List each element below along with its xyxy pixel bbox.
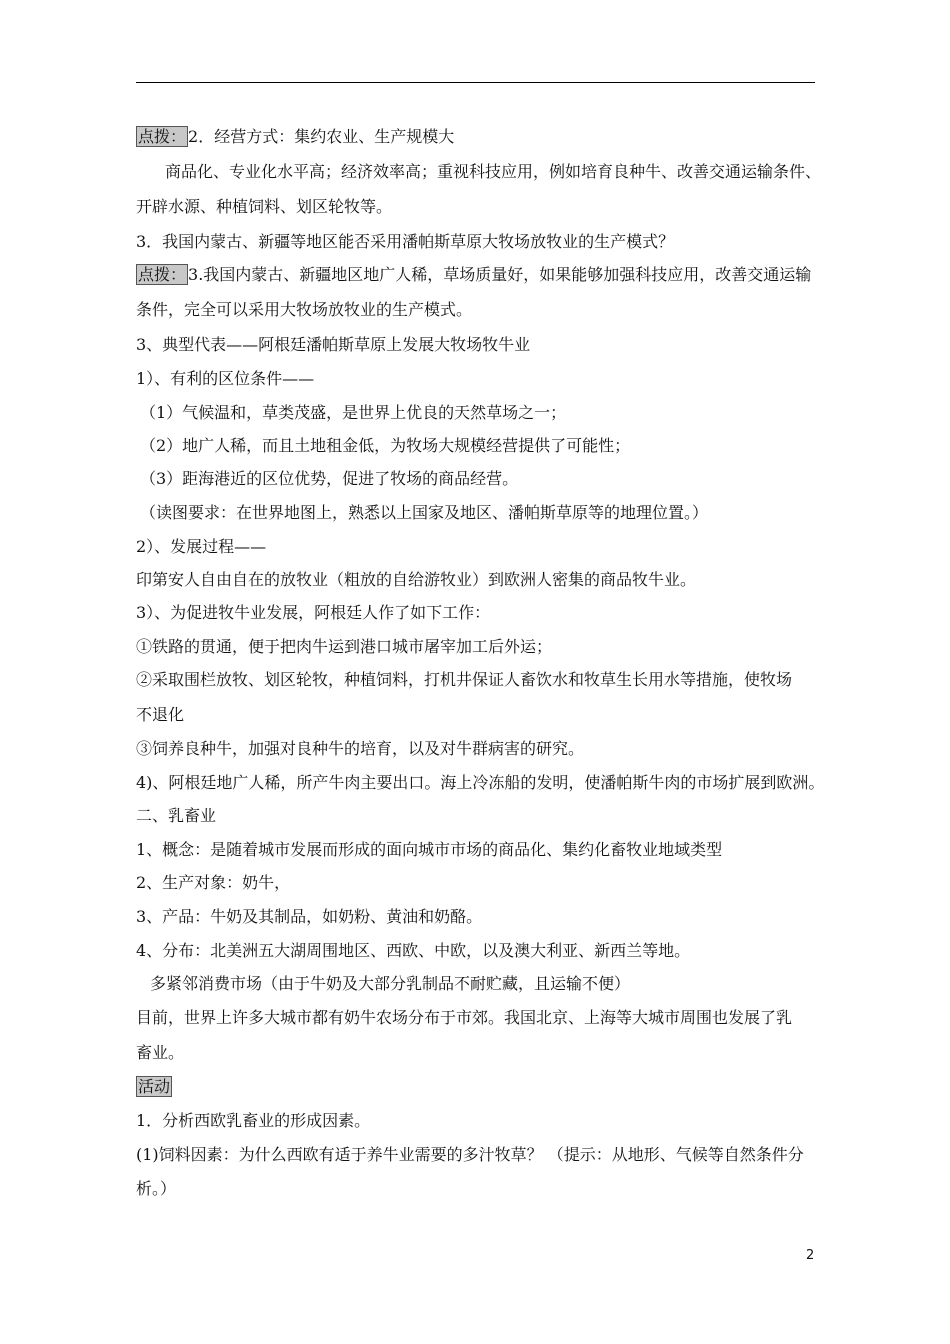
header-rule xyxy=(136,82,815,83)
text-line: （3）距海港近的区位优势，促进了牧场的商品经营。 xyxy=(140,469,519,488)
text-line: 3、典型代表——阿根廷潘帕斯草原上发展大牧场牧牛业 xyxy=(136,335,531,354)
text-line: 1）、有利的区位条件—— xyxy=(136,369,315,388)
text-line: 多紧邻消费市场（由于牛奶及大部分乳制品不耐贮藏，且运输不便） xyxy=(150,974,631,993)
text-line: 析。） xyxy=(136,1179,177,1198)
page-number: 2 xyxy=(806,1248,815,1263)
text-line: 3）、为促进牧牛业发展，阿根廷人作了如下工作： xyxy=(136,603,491,622)
text-line: 4)、阿根廷地广人稀，所产牛肉主要出口。海上冷冻船的发明，使潘帕斯牛肉的市场扩展到欧洲。 xyxy=(136,773,825,792)
text-line: 开辟水源、种植饲料、划区轮牧等。 xyxy=(136,197,393,216)
text-line: 目前，世界上许多大城市都有奶牛农场分布于市郊。我国北京、上海等大城市周围也发展了乳 xyxy=(136,1008,793,1027)
text-line: 1、概念：是随着城市发展而形成的面向城市市场的商品化、集约化畜牧业地域类型 xyxy=(136,840,723,859)
huodong-tag: 活动 xyxy=(138,1077,171,1096)
section-heading: 二、乳畜业 xyxy=(136,806,217,825)
text-line: 印第安人自由自在的放牧业（粗放的自给游牧业）到欧洲人密集的商品牧牛业。 xyxy=(136,570,697,589)
text-line: 点拨： 3.我国内蒙古、新疆地区地广人稀，草场质量好，如果能够加强科技应用，改善交通运输 xyxy=(138,265,812,284)
text-line: 2）、发展过程—— xyxy=(136,537,267,556)
text-line: 条件，完全可以采用大牧场放牧业的生产模式。 xyxy=(136,300,473,319)
text-line: （2）地广人稀，而且土地租金低，为牧场大规模经营提供了可能性； xyxy=(140,436,631,455)
text-line: (1)饲料因素：为什么西欧有适于养牛业需要的多汁牧草？ （提示：从地形、气候等自然条件分 xyxy=(136,1145,804,1164)
text-line xyxy=(136,1077,826,1097)
dianbo-tag: 点拨： xyxy=(138,265,187,284)
text-line: （1）气候温和，草类茂盛，是世界上优良的天然草场之一； xyxy=(140,403,567,422)
text-line: 3．我国内蒙古、新疆等地区能否采用潘帕斯草原大牧场放牧业的生产模式？ xyxy=(136,232,675,251)
text-line: 商品化、专业化水平高；经济效率高；重视科技应用，例如培育良种牛、改善交通运输条件、 xyxy=(165,162,822,181)
dianbo-tag: 点拨： xyxy=(138,127,187,146)
text-line: 2、生产对象：奶牛， xyxy=(136,873,291,892)
text-line: 点拨： 2．经营方式：集约农业、生产规模大 xyxy=(138,127,455,146)
text-line: 畜业。 xyxy=(136,1043,185,1062)
text-line: 3、产品：牛奶及其制品，如奶粉、黄油和奶酪。 xyxy=(136,907,483,926)
text-line: ②采取围栏放牧、划区轮牧，种植饲料，打机井保证人畜饮水和牧草生长用水等措施，使牧场 xyxy=(136,670,793,689)
text-line: （读图要求：在世界地图上，熟悉以上国家及地区、潘帕斯草原等的地理位置。） xyxy=(140,503,709,522)
text-line: ③饲养良种牛，加强对良种牛的培育，以及对牛群病害的研究。 xyxy=(136,739,585,758)
text-line: 1．分析西欧乳畜业的形成因素。 xyxy=(136,1111,371,1130)
text-line: 4、分布：北美洲五大湖周围地区、西欧、中欧，以及澳大利亚、新西兰等地。 xyxy=(136,941,691,960)
text-line: 不退化 xyxy=(136,705,185,724)
text-line: ①铁路的贯通，便于把肉牛运到港口城市屠宰加工后外运； xyxy=(136,637,553,656)
